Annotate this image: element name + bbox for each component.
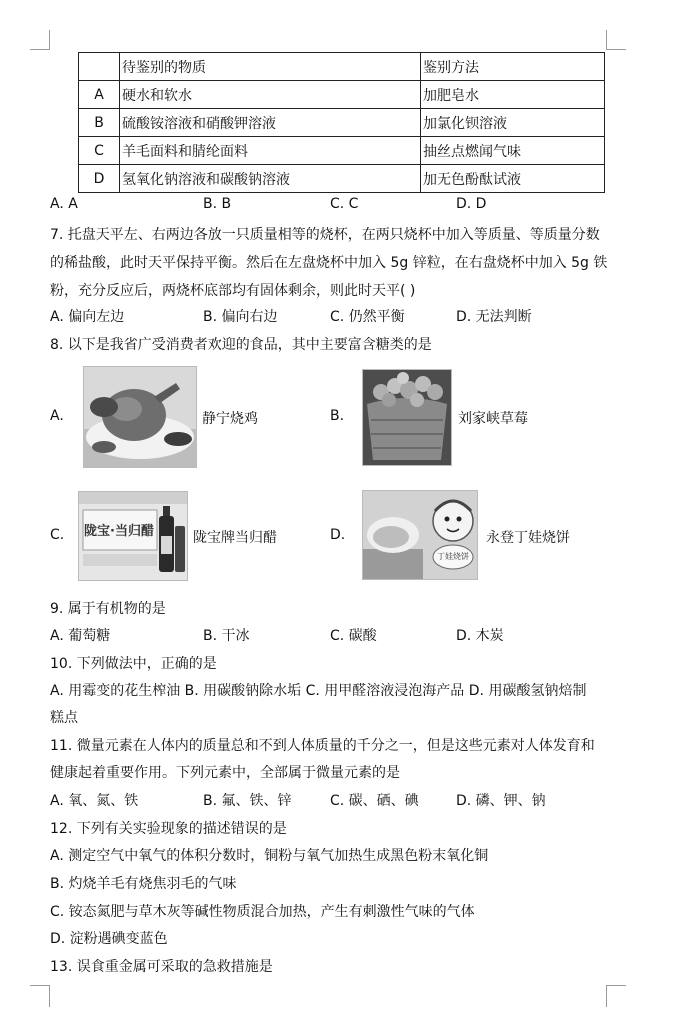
crop-mark-bottom-left-h bbox=[30, 985, 50, 986]
crop-mark-bottom-left-v bbox=[49, 985, 50, 1007]
q11-stem-line: 健康起着重要作用。下列元素中，全部属于微量元素的是 bbox=[50, 765, 400, 781]
q7-option-c: C. 仍然平衡 bbox=[330, 309, 405, 325]
table-cell: 氢氧化钠溶液和碳酸钠溶液 bbox=[120, 165, 421, 193]
q11-option-a: A. 氧、氮、铁 bbox=[50, 793, 139, 809]
flatbread-product-photo bbox=[362, 490, 478, 580]
table-cell: 硬水和软水 bbox=[120, 81, 421, 109]
q7-option-a: A. 偏向左边 bbox=[50, 309, 125, 325]
crop-mark-top-left-v bbox=[49, 30, 50, 50]
table-cell: 加肥皂水 bbox=[421, 81, 605, 109]
table-cell: 硫酸铵溶液和硝酸钾溶液 bbox=[120, 109, 421, 137]
q12-option-a: A. 测定空气中氧气的体积分数时，铜粉与氧气加热生成黑色粉末氧化铜 bbox=[50, 848, 489, 864]
crop-mark-top-left-h bbox=[30, 49, 50, 50]
q11-option-b: B. 氟、铁、锌 bbox=[203, 793, 292, 809]
q7-option-b: B. 偏向右边 bbox=[203, 309, 278, 325]
q13-stem: 13. 误食重金属可采取的急救措施是 bbox=[50, 959, 273, 975]
table-header-cell: 待鉴别的物质 bbox=[120, 53, 421, 81]
table-cell: 抽丝点燃闻气味 bbox=[421, 137, 605, 165]
q7-stem-line: 粉，充分反应后，两烧杯底部均有固体剩余，则此时天平( ) bbox=[50, 283, 416, 299]
crop-mark-top-right-h bbox=[606, 49, 626, 50]
q10-stem: 10. 下列做法中，正确的是 bbox=[50, 656, 217, 672]
q7-stem-line: 的稀盐酸，此时天平保持平衡。然后在左盘烧杯中加入 5g 锌粒，在右盘烧杯中加入 5g 铁 bbox=[50, 255, 608, 271]
q10-options-line: 糕点 bbox=[50, 710, 78, 726]
table-cell: B bbox=[79, 109, 120, 137]
q6-option-a: A. A bbox=[50, 196, 78, 212]
q12-stem: 12. 下列有关实验现象的描述错误的是 bbox=[50, 821, 287, 837]
q8-option-d-letter: D. bbox=[330, 527, 346, 543]
crop-mark-bottom-right-v bbox=[606, 985, 607, 1007]
table-row bbox=[79, 165, 605, 193]
q8-option-c-letter: C. bbox=[50, 527, 65, 543]
identification-table bbox=[78, 52, 605, 193]
strawberry-basket-photo bbox=[362, 369, 452, 466]
q6-option-c: C. C bbox=[330, 196, 359, 212]
q7-option-d: D. 无法判断 bbox=[456, 309, 532, 325]
table-header-row bbox=[79, 53, 605, 81]
q9-stem: 9. 属于有机物的是 bbox=[50, 601, 166, 617]
q6-option-d: D. D bbox=[456, 196, 487, 212]
q12-option-d: D. 淀粉遇碘变蓝色 bbox=[50, 931, 168, 947]
table-header-cell: 鉴别方法 bbox=[421, 53, 605, 81]
doll-sign-text: 丁娃烧饼 bbox=[437, 552, 469, 561]
table-cell: 加无色酚酞试液 bbox=[421, 165, 605, 193]
vinegar-sign-text: 陇宝·当归醋 bbox=[84, 524, 154, 539]
table-header-cell bbox=[79, 53, 120, 81]
q8-option-d-caption: 永登丁娃烧饼 bbox=[486, 530, 570, 546]
q11-stem-line: 11. 微量元素在人体内的质量总和不到人体质量的千分之一，但是这些元素对人体发育和 bbox=[50, 738, 595, 754]
q8-stem: 8. 以下是我省广受消费者欢迎的食品，其中主要富含糖类的是 bbox=[50, 337, 432, 353]
roast-chicken-photo bbox=[83, 366, 197, 468]
crop-mark-bottom-right-h bbox=[606, 985, 626, 986]
q11-option-c: C. 碳、硒、碘 bbox=[330, 793, 419, 809]
crop-mark-top-right-v bbox=[606, 30, 607, 50]
table-cell: D bbox=[79, 165, 120, 193]
q8-option-b-letter: B. bbox=[330, 408, 345, 424]
table-cell: 加氯化钡溶液 bbox=[421, 109, 605, 137]
q8-option-a-caption: 静宁烧鸡 bbox=[202, 411, 258, 427]
q12-option-b: B. 灼烧羊毛有烧焦羽毛的气味 bbox=[50, 876, 237, 892]
q10-options-line: A. 用霉变的花生榨油 B. 用碳酸钠除水垢 C. 用甲醛溶液浸泡海产品 D. 用碳酸氢钠焙制 bbox=[50, 683, 587, 699]
q8-option-b-caption: 刘家峡草莓 bbox=[458, 411, 528, 427]
q9-option-c: C. 碳酸 bbox=[330, 628, 377, 644]
table-cell: 羊毛面料和腈纶面料 bbox=[120, 137, 421, 165]
vinegar-product-photo bbox=[78, 491, 188, 581]
q12-option-c: C. 铵态氮肥与草木灰等碱性物质混合加热，产生有刺激性气味的气体 bbox=[50, 904, 475, 920]
q6-option-b: B. B bbox=[203, 196, 232, 212]
q7-stem-line: 7. 托盘天平左、右两边各放一只质量相等的烧杯，在两只烧杯中加入等质量、等质量分数 bbox=[50, 227, 600, 243]
table-row bbox=[79, 109, 605, 137]
q9-option-a: A. 葡萄糖 bbox=[50, 628, 111, 644]
q9-option-b: B. 干冰 bbox=[203, 628, 250, 644]
q11-option-d: D. 磷、钾、钠 bbox=[456, 793, 546, 809]
table-row bbox=[79, 137, 605, 165]
table-cell: A bbox=[79, 81, 120, 109]
table-row bbox=[79, 81, 605, 109]
q8-option-c-caption: 陇宝牌当归醋 bbox=[193, 530, 277, 546]
q9-option-d: D. 木炭 bbox=[456, 628, 504, 644]
table-cell: C bbox=[79, 137, 120, 165]
q8-option-a-letter: A. bbox=[50, 408, 64, 424]
